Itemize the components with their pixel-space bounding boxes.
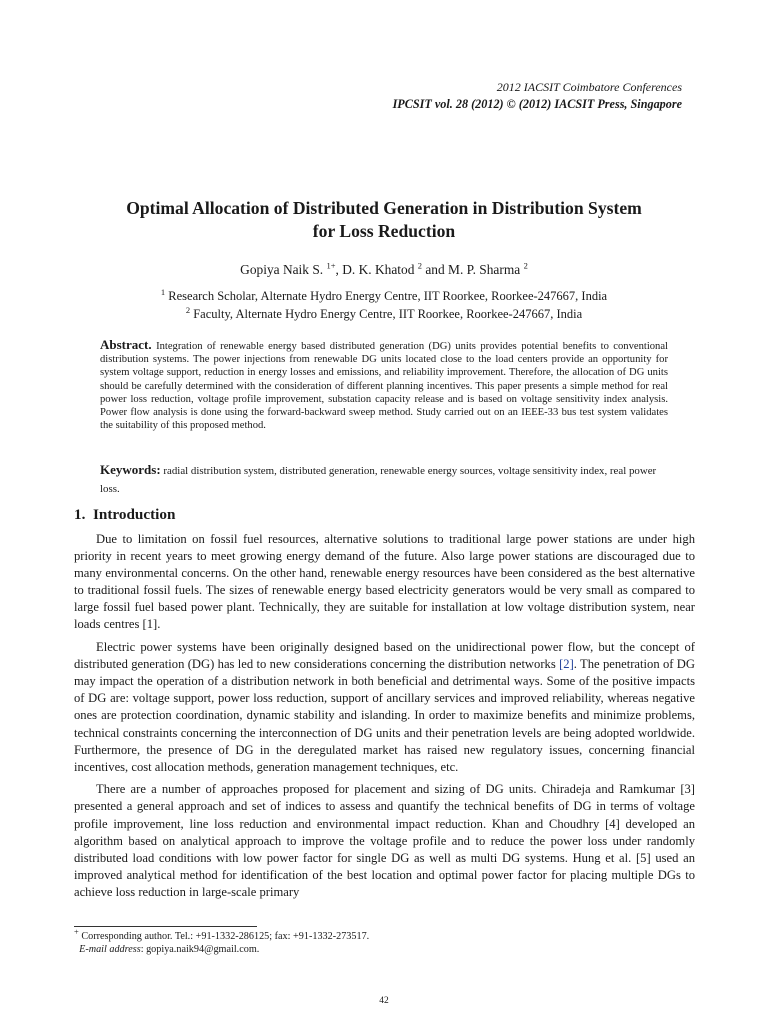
abstract bbox=[100, 338, 668, 432]
keywords-label: Keywords: bbox=[100, 462, 161, 477]
affiliation-2-text: Faculty, Alternate Hydro Energy Centre, IIT Roorkee, Roorkee-247667, India bbox=[193, 307, 583, 321]
affiliation-2-mark: 2 bbox=[185, 304, 191, 315]
affiliation-1-mark: 1 bbox=[160, 286, 166, 297]
paragraph-2 bbox=[74, 639, 695, 776]
page-number: 42 bbox=[379, 996, 389, 1006]
title-line-2: for Loss Reduction bbox=[312, 221, 456, 241]
author-2-mark: 2 bbox=[417, 260, 422, 271]
footnote-mark: + bbox=[74, 926, 79, 937]
author-1: Gopiya Naik S. bbox=[240, 262, 324, 277]
paragraph-3: There are a number of approaches proposed for placement and sizing of DG units. Chiradeja and Ramkumar [3] presented a general approach and set of indices to assess and quantify the technical benefits of DG in terms of voltage profile improvement, line loss reduction and environmental impact reduction. Khan and Choudhry [4] developed an algorithm based on analytical approach to improve the voltage profile and to reduce the power loss under randomly distributed load conditions with low power factor for single DG as well as multi DG systems. Hung et al. [5] used an improved analytical method for identification of the best location and optimal power factor for placing multiple DGs to achieve loss reduction in large-scale primary bbox=[74, 782, 695, 899]
abstract-text: Integration of renewable energy based distributed generation (DG) units provides potential benefits to conventional distribution systems. The power injections from renewable DG units located close to the load centers provide an opportunity for system voltage support, reduction in energy losses and emissions, and reliability improvement. Therefore, the allocation of DG units should be carefully determined with the consideration of different planning incentives. This paper presents a simple method for real power loss reduction, voltage profile improvement, substation capacity release and is based on voltage sensitivity index analysis. Power flow analysis is done using the forward-backward sweep method. Study carried out on an IEEE-33 bus test system validates the suitability of this proposed method. bbox=[100, 341, 669, 432]
paper-title bbox=[60, 197, 708, 243]
title-line-1: Optimal Allocation of Distributed Generation in Distribution System bbox=[126, 198, 642, 218]
header-citation: IPCSIT vol. 28 (2012) © (2012) IACSIT Press, Singapore bbox=[392, 97, 682, 111]
author-3: M. P. Sharma bbox=[448, 262, 521, 277]
paragraph-2-part-b: . The penetration of DG may impact the operation of a distribution network in both beneficial and detrimental ways. Some of the positive impacts of DG are: voltage support, power loss reduction, support of ancillary services and improved reliability, whereas negative ones are protection coordination, dynamic stability and islanding. In order to maximize benefits and minimize problems, technical constraints concerning the interconnection of DG units and their penetration levels are being adopted worldwide. Furthermore, the presence of DG in the deregulated market has raised new regulatory issues, concerning financial incentives, cost allocation methods, generation management techniques, etc. bbox=[74, 657, 695, 774]
author-2: D. K. Khatod bbox=[342, 262, 415, 277]
keywords-text: radial distribution system, distributed generation, renewable energy sources, voltage sensitivity index, real power loss. bbox=[100, 465, 657, 495]
author-1-mark: 1+ bbox=[326, 260, 336, 271]
reference-link-2[interactable]: [2] bbox=[559, 657, 574, 672]
footnote-contact: Corresponding author. Tel.: +91-1332-286125; fax: +91-1332-273517. bbox=[81, 931, 370, 942]
paragraph-2-part-a: Electric power systems have been originally designed based on the unidirectional power flow, but the concept of distributed generation (DG) has led to new considerations concerning the distribution networks bbox=[74, 640, 695, 672]
footnote-corresponding bbox=[74, 926, 370, 943]
footnote-email-address: gopiya.naik94@gmail.com. bbox=[146, 944, 260, 955]
abstract-label: Abstract. bbox=[100, 337, 152, 352]
author-list: Gopiya Naik S. $^{1+}$, D. K. Khatod $^2$ and M. P. Sharma $^2$ bbox=[240, 260, 528, 277]
header-conference: 2012 IACSIT Coimbatore Conferences bbox=[496, 80, 682, 94]
affiliation-1-text: Research Scholar, Alternate Hydro Energy Centre, IIT Roorkee, Roorkee-247667, India bbox=[168, 289, 608, 303]
section-heading-introduction bbox=[74, 506, 175, 524]
footnote-divider bbox=[74, 926, 257, 927]
footnote-email: E-mail address: gopiya.naik94@gmail.com. bbox=[79, 944, 260, 955]
footnote-email-label: E-mail address bbox=[79, 944, 141, 955]
paragraph-1: Due to limitation on fossil fuel resources, alternative solutions to traditional large power stations are under high priority in recent years to meet growing energy demand of the future. Also large power stations are discouraged due to many environmental concerns. On the other hand, renewable energy resources have been considered as the best alternative to traditional fossil fuels. The sizes of renewable energy based electricity generators would be very small as compared to large fossil fuel based power plant. Technically, they are suitable for installation at low voltage distribution system, near loads centres [1]. bbox=[74, 532, 695, 632]
affiliation-2 bbox=[60, 304, 708, 322]
affiliation-1 bbox=[60, 286, 708, 304]
section-title: Introduction bbox=[92, 506, 176, 523]
author-3-mark: 2 bbox=[523, 260, 528, 271]
section-number: 1. bbox=[74, 506, 86, 523]
body-text bbox=[74, 531, 695, 906]
keywords bbox=[100, 461, 668, 498]
